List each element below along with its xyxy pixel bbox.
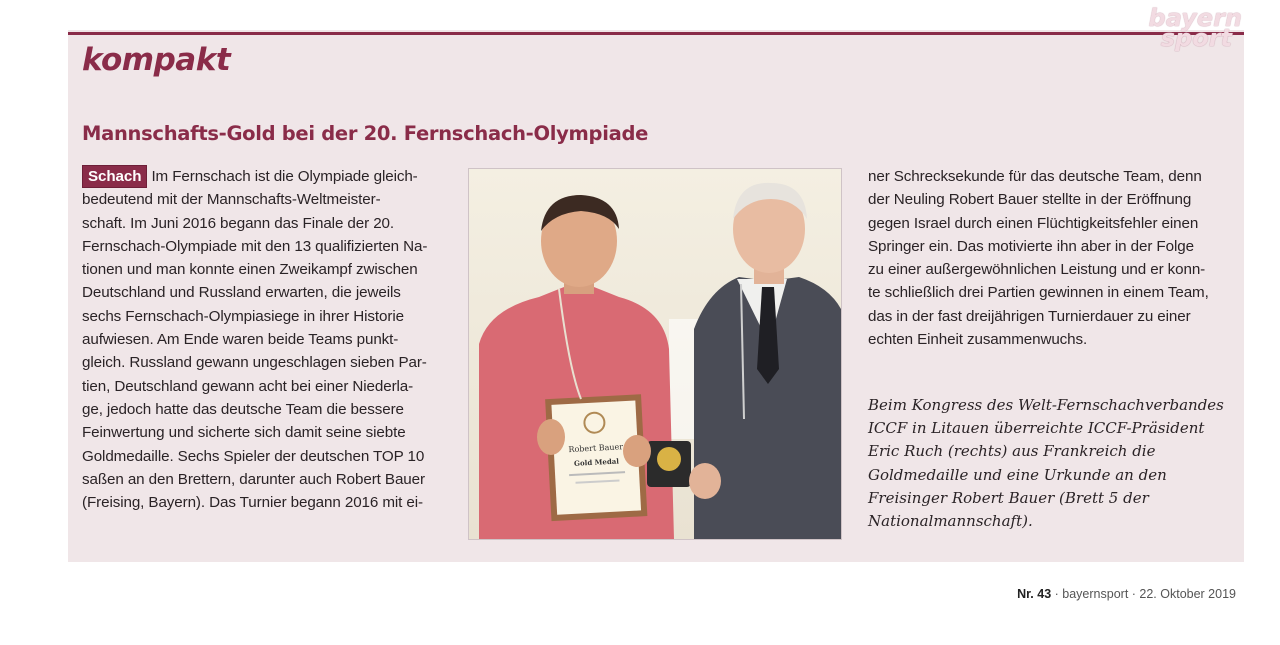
text-line: ge, jedoch hatte das deutsche Team die bessere bbox=[82, 400, 404, 418]
issue-number: Nr. 43 bbox=[1017, 587, 1052, 601]
caption-line: Goldmedaille und eine Urkunde an den bbox=[868, 465, 1167, 484]
section-title: kompakt bbox=[82, 42, 231, 78]
text-line: tien, Deutschland gewann acht bei einer Niederla- bbox=[82, 377, 414, 395]
text-line: Schach Im Fernschach ist die Olympiade gleich- bbox=[82, 165, 442, 188]
footer-info: · bayernsport · 22. Oktober 2019 bbox=[1051, 587, 1236, 601]
topic-tag: Schach bbox=[82, 165, 147, 188]
article-column-2 bbox=[868, 165, 1234, 351]
certificate-name: Robert Bauer bbox=[568, 442, 624, 455]
article-column-1 bbox=[82, 165, 442, 514]
caption-line: Beim Kongress des Welt-Fernschachverbandes bbox=[868, 396, 1224, 414]
text-line: gegen Israel durch einen Flüchtigkeitsfehler einen bbox=[868, 214, 1199, 232]
text-line: schaft. Im Juni 2016 begann das Finale der 20. bbox=[82, 214, 395, 232]
text-line: Goldmedaille. Sechs Spieler der deutschen TOP 10 bbox=[82, 447, 425, 465]
text-line: te schließlich drei Partien gewinnen in einem Team, bbox=[868, 284, 1209, 302]
top-rule bbox=[68, 32, 1244, 35]
caption-line: Eric Ruch (rechts) aus Frankreich die bbox=[868, 442, 1156, 461]
text-line: aufwiesen. Am Ende waren beide Teams punkt- bbox=[82, 331, 399, 349]
text-line: Fernschach-Olympiade mit den 13 qualifizierten Na- bbox=[82, 237, 428, 255]
text-line: Feinwertung und sicherte sich damit seine siebte bbox=[82, 424, 406, 442]
text-line: gleich. Russland gewann ungeschlagen sieben Par- bbox=[82, 354, 427, 372]
brand-line-1: bayern bbox=[1148, 4, 1242, 32]
text-line: tionen und man konnte einen Zweikampf zwischen bbox=[82, 261, 418, 279]
brand-logo bbox=[1072, 4, 1242, 52]
text-line: Springer ein. Das motivierte ihn aber in der Folge bbox=[868, 237, 1194, 255]
text-line: der Neuling Robert Bauer stellte in der Eröffnung bbox=[868, 191, 1192, 209]
certificate-award: Gold Medal bbox=[573, 456, 620, 468]
text-line: ner Schrecksekunde für das deutsche Team, denn bbox=[868, 168, 1202, 185]
gold-medal bbox=[657, 447, 681, 471]
photo-caption bbox=[868, 394, 1234, 533]
award-photo bbox=[468, 168, 842, 540]
text-line: Deutschland und Russland erwarten, die jeweils bbox=[82, 284, 401, 302]
text-line: echten Einheit zusammenwuchs. bbox=[868, 331, 1088, 349]
text-line: das in der fast dreijährigen Turnierdauer zu einer bbox=[868, 307, 1191, 325]
award-photo-illustration bbox=[469, 169, 841, 539]
text-line: zu einer außergewöhnlichen Leistung und er konn- bbox=[868, 261, 1206, 279]
text-line: saßen an den Brettern, darunter auch Robert Bauer bbox=[82, 470, 425, 488]
article-headline: Mannschafts-Gold bei der 20. Fernschach-Olympiade bbox=[82, 122, 649, 145]
caption-line: Nationalmannschaft). bbox=[868, 512, 1033, 531]
caption-line: Freisinger Robert Bauer (Brett 5 der bbox=[868, 488, 1149, 507]
text-line: sechs Fernschach-Olympiasiege in ihrer Historie bbox=[82, 307, 404, 325]
page-footer bbox=[1017, 587, 1236, 601]
caption-line: ICCF in Litauen überreichte ICCF-Präsident bbox=[868, 419, 1205, 438]
text-line: bedeutend mit der Mannschafts-Weltmeister- bbox=[82, 191, 381, 209]
text-line: (Freising, Bayern). Das Turnier begann 2016 mit ei- bbox=[82, 494, 423, 512]
brand-line-2: sport bbox=[1160, 24, 1232, 52]
